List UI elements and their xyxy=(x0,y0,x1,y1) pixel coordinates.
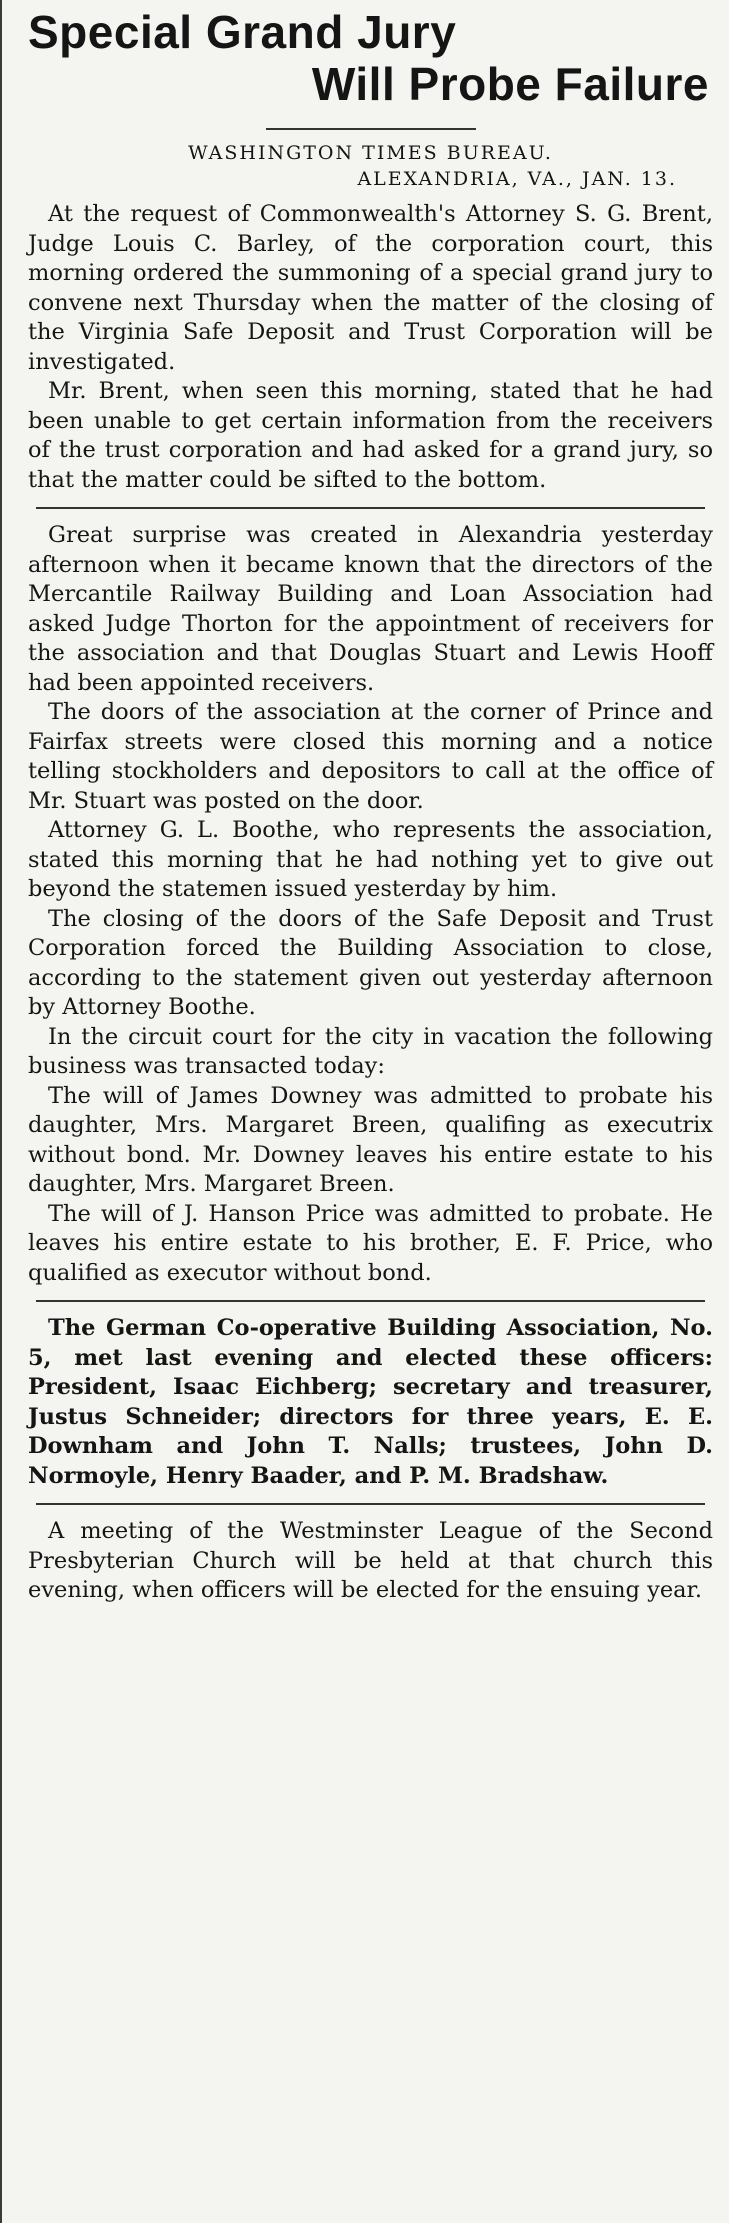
paragraph: The will of J. Hanson Price was admitted to probate. He leaves his entire estate to his brother, E. F. Price, who qualified as executor without bond. xyxy=(28,1200,713,1286)
section-grand-jury xyxy=(28,200,713,495)
paragraph: Attorney G. L. Boothe, who represents the association, stated this morning that he had nothing yet to give out beyond the statemen issued yesterday by him. xyxy=(28,817,713,902)
paragraph: The closing of the doors of the Safe Deposit and Trust Corporation forced the Building Association to close, according to the statement given out yesterday afternoon by Attorney Boothe. xyxy=(28,905,713,1020)
dateline-bureau: WASHINGTON TIMES BUREAU. xyxy=(188,142,553,164)
section-divider xyxy=(36,1503,705,1505)
section-german-cooperative xyxy=(28,1314,713,1491)
dateline-place-date: ALEXANDRIA, VA., JAN. 13. xyxy=(357,168,677,190)
section-westminster-league xyxy=(28,1517,713,1606)
headline-line-1: Special Grand Jury xyxy=(28,6,457,58)
section-building-loan xyxy=(28,521,713,1288)
paragraph: Great surprise was created in Alexandria yesterday afternoon when it became known that the directors of the Mercantile Railway Building and Loan Association had asked Judge Thorton for the appointment of receivers for the association and that Douglas Stuart and Lewis Hooff had been appointed receivers. xyxy=(28,522,713,696)
paragraph: The German Co-operative Building Association, No. 5, met last evening and elected these officers: President, Isaac Eichberg; secretary and treasurer, Justus Schneider; directors for three years, E. E. Downham and John T. Nalls; trustees, John D. Normoyle, Henry Baader, and P. M. Bradshaw. xyxy=(28,1315,713,1489)
paragraph: The will of James Downey was admitted to probate his daughter, Mrs. Margaret Breen, qualifing as executrix without bond. Mr. Downey leaves his entire estate to his daughter, Mrs. Margaret Breen. xyxy=(28,1082,713,1197)
paragraph: A meeting of the Westminster League of the Second Presbyterian Church will be held at that church this evening, when officers will be elected for the ensuing year. xyxy=(28,1518,713,1603)
paragraph: The doors of the association at the corner of Prince and Fairfax streets were closed this morning and a notice telling stockholders and depositors to call at the office of Mr. Stuart was posted on the door. xyxy=(28,699,713,814)
section-divider xyxy=(36,1300,705,1302)
dateline xyxy=(28,140,713,192)
paragraph: In the circuit court for the city in vacation the following business was transacted today: xyxy=(28,1023,713,1079)
paragraph: Mr. Brent, when seen this morning, stated that he had been unable to get certain information from the receivers of the trust corporation and had asked for a grand jury, so that the matter could be sifted to the bottom. xyxy=(28,378,713,493)
paragraph: At the request of Commonwealth's Attorney S. G. Brent, Judge Louis C. Barley, of the corporation court, this morning ordered the summoning of a special grand jury to convene next Thursday when the matter of the closing of the Virginia Safe Deposit and Trust Corporation will be investigated. xyxy=(28,201,713,375)
section-divider xyxy=(36,507,705,509)
headline-line-2: Will Probe Failure xyxy=(311,58,709,110)
headline-rule xyxy=(266,128,476,130)
